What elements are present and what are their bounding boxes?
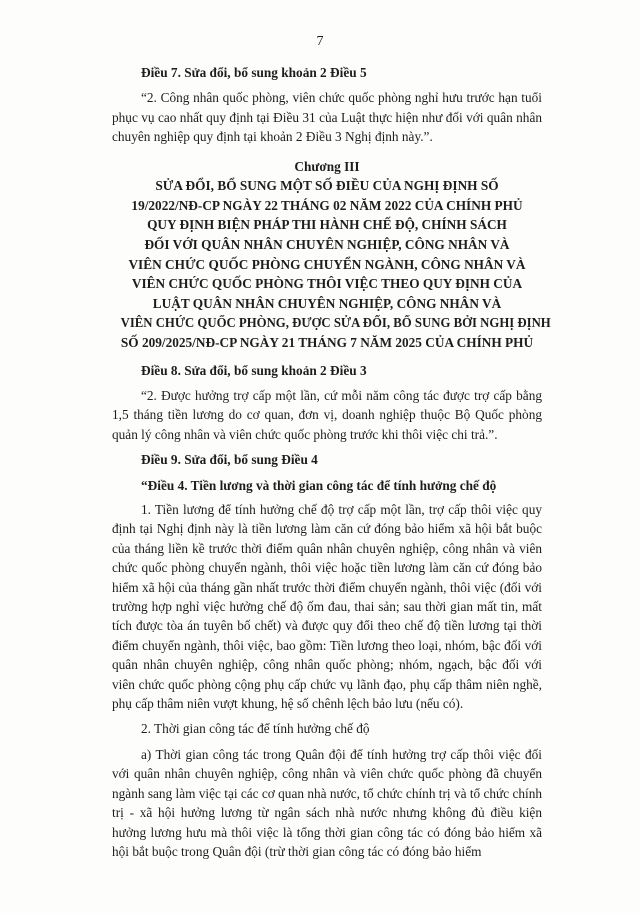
page-number: 7 (316, 34, 324, 49)
chapter-title (112, 176, 551, 352)
chapter-title-line: VIÊN CHỨC QUỐC PHÒNG, ĐƯỢC SỬA ĐỔI, BỔ SUNG BỞI NGHỊ ĐỊNH (120, 315, 551, 331)
chapter-title-line: VIÊN CHỨC QUỐC PHÒNG THÔI VIỆC THEO QUY ĐỊNH CỦA (131, 276, 523, 292)
article-9-paragraph-3: a) Thời gian công tác trong Quân đội để tính hưởng trợ cấp thôi việc đối với quân nhân chuyên nghiệp, công nhân và viên chức quốc phòng đã chuyển ngành sang làm việc tại các cơ quan nhà nước, tổ chức chính trị và tổ chức chính trị - xã hội hưởng lương từ ngân sách nhà nước nhưng không đủ điều kiện hưởng lương hưu mà thôi việc là tổng thời gian công tác có đóng bảo hiểm xã hội bắt buộc trong Quân đội (trừ thời gian công tác có đóng bảo hiểm (112, 746, 543, 859)
chapter-title-line: VIÊN CHỨC QUỐC PHÒNG CHUYỂN NGÀNH, CÔNG NHÂN VÀ (128, 256, 526, 272)
article-4-quoted-heading: “Điều 4. Tiền lương và thời gian công tác để tính hưởng chế độ (141, 477, 497, 493)
page-content (112, 63, 551, 867)
article-9-paragraph-1: 1. Tiền lương để tính hưởng chế độ trợ cấp một lần, trợ cấp thôi việc quy định tại Nghị định này là tiền lương làm căn cứ đóng bảo hiểm xã hội bắt buộc của tháng liền kề trước thời điểm quân nhân chuyên nghiệp, công nhân và viên chức quốc phòng chuyển ngành, thôi việc hoặc tiền lương làm căn cứ đóng bảo hiểm xã hội của tháng gần nhất trước thời điểm chuyển ngành, thôi việc (đối với trường hợp nghỉ việc hưởng chế độ ốm đau, thai sản; sau thời gian mất tin, mất tích được tòa án tuyên bố chết) và được quy đổi theo chế độ tiền lương tại thời điểm chuyển ngành, thôi việc, bao gồm: Tiền lương theo loại, nhóm, bậc đối với quân nhân chuyên nghiệp, công nhân quốc phòng; nhóm, ngạch, bậc đối với viên chức quốc phòng cộng phụ cấp chức vụ lãnh đạo, phụ cấp thâm niên nghề, phụ cấp thâm niên vượt khung, hệ số chênh lệch bảo lưu (nếu có). (112, 502, 542, 712)
chapter-title-line: ĐỐI VỚI QUÂN NHÂN CHUYÊN NGHIỆP, CÔNG NHÂN VÀ (144, 237, 510, 252)
chapter-title-line: LUẬT QUÂN NHÂN CHUYÊN NGHIỆP, CÔNG NHÂN VÀ (152, 295, 502, 311)
article-7-paragraph: “2. Công nhân quốc phòng, viên chức quốc phòng nghỉ hưu trước hạn tuổi phục vụ cao nhất quy định tại Điều 31 của Luật thực hiện như đối với quân nhân chuyên nghiệp quy định tại khoản 2 Điều 3 Nghị định này.”. (112, 90, 542, 145)
chapter-title-line: SỐ 209/2025/NĐ-CP NGÀY 21 THÁNG 7 NĂM 2025 CỦA CHÍNH PHỦ (120, 334, 534, 350)
article-9-heading: Điều 9. Sửa đổi, bổ sung Điều 4 (141, 452, 318, 468)
article-9-paragraph-2: 2. Thời gian công tác để tính hưởng chế độ (141, 721, 370, 737)
chapter-label: Chương III (294, 158, 360, 174)
chapter-title-line: SỬA ĐỔI, BỔ SUNG MỘT SỐ ĐIỀU CỦA NGHỊ ĐỊNH SỐ (155, 178, 499, 194)
chapter-title-line: 19/2022/NĐ-CP NGÀY 22 THÁNG 02 NĂM 2022 CỦA CHÍNH PHỦ (131, 197, 523, 213)
article-7-heading: Điều 7. Sửa đổi, bổ sung khoản 2 Điều 5 (141, 65, 367, 80)
chapter-title-line: QUY ĐỊNH BIỆN PHÁP THI HÀNH CHẾ ĐỘ, CHÍNH SÁCH (147, 217, 507, 233)
article-8-paragraph: “2. Được hưởng trợ cấp một lần, cứ mỗi năm công tác được trợ cấp bằng 1,5 tháng tiền lương do cơ quan, đơn vị, doanh nghiệp thuộc Bộ Quốc phòng quản lý công nhân và viên chức quốc phòng trước khi thôi việc chi trả.”. (112, 387, 542, 442)
article-8-heading: Điều 8. Sửa đổi, bổ sung khoản 2 Điều 3 (141, 362, 367, 378)
